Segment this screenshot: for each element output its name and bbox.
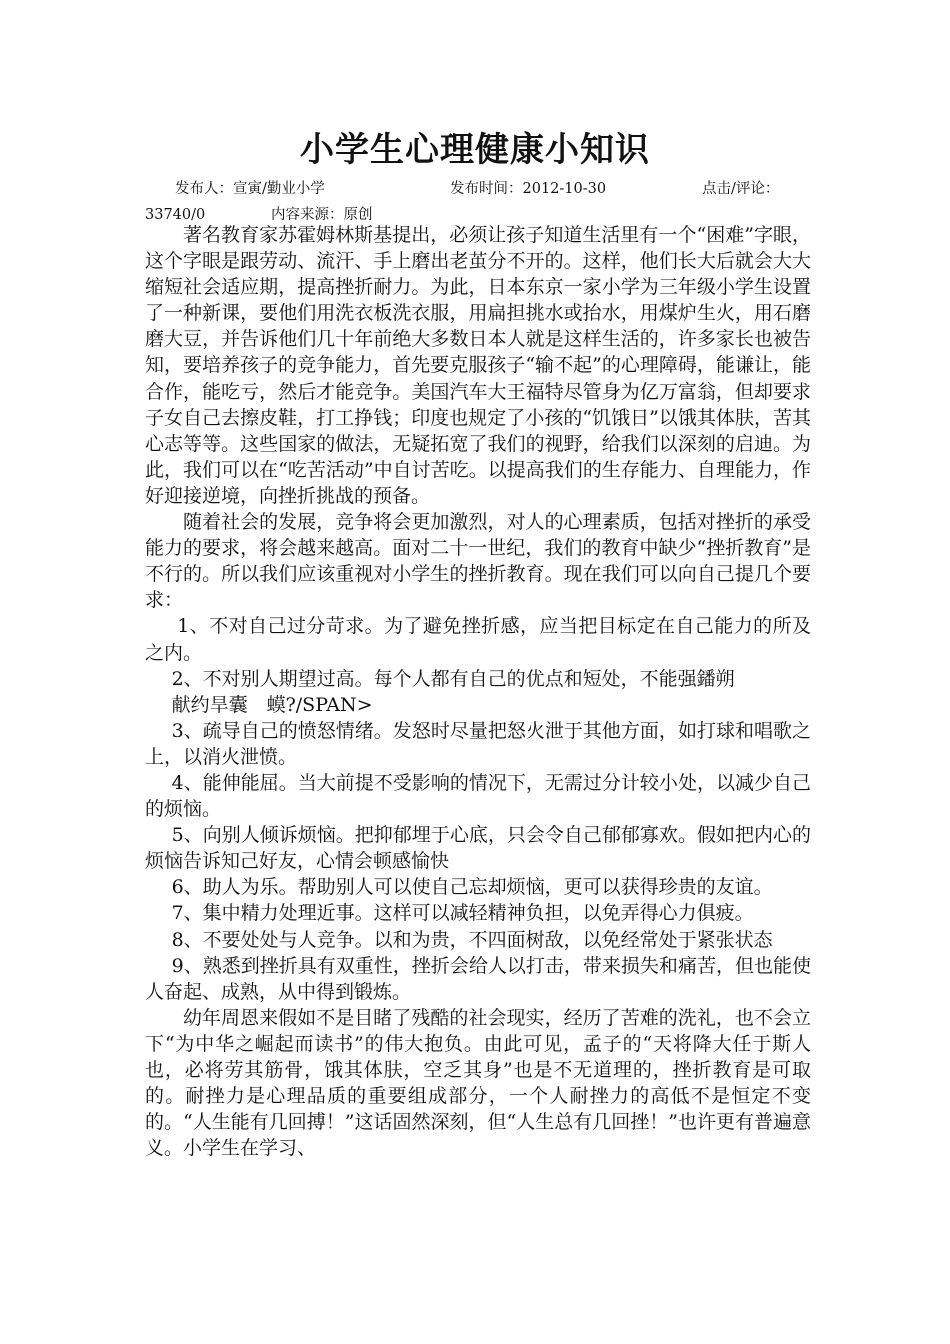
list-item: 2、不对别人期望过高。每个人都有自己的优点和短处，不能强鐇朔: [171, 667, 735, 690]
list-item: 7、集中精力处理近事。这样可以减轻精神负担，以免弄得心力俱疲。: [171, 902, 754, 925]
list-item: 6、助人为乐。帮助别人可以使自己忘却烦恼，更可以获得珍贵的友谊。: [171, 876, 773, 899]
content-source: 内容来源：原创: [271, 207, 373, 223]
list-item: 5、向别人倾诉烦恼。把抑郁埋于心底，只会令自己郁郁寡欢。假如把内心的烦恼告诉知己好友，心情会顿感愉快: [145, 824, 811, 873]
clicks-label: 点击/评论：: [702, 181, 780, 197]
list-item: 9、熟悉到挫折具有双重性，挫折会给人以打击，带来损失和痛苦，但也能使人奋起、成熟，从中得到锻炼。: [145, 954, 811, 1003]
list-item: 1、不对自己过分苛求。为了避免挫折感，应当把目标定在自己能力的所及之内。: [145, 615, 811, 664]
article-meta: [145, 176, 815, 228]
garbled-text: 献约旱囊 蟆?/SPAN>: [171, 693, 373, 716]
paragraph: 著名教育家苏霍姆林斯基提出，必须让孩子知道生活里有一个“困难”字眼，这个字眼是跟劳动、流汗、手上磨出老茧分不开的。这样，他们长大后就会大大缩短社会适应期，提高挫折耐力。为此，日本东京一家小学为三年级小学生设置了一种新课，要他们用洗衣板洗衣服，用扁担挑水或抬水，用煤炉生火，用石磨磨大豆，并告诉他们几十年前绝大多数日本人就是这样生活的，许多家长也被告知，要培养孩子的竞争能力，首先要克服孩子“输不起”的心理障碍，能谦让，能合作，能吃亏，然后才能竞争。美国汽车大王福特尽管身为亿万富翁，但却要求子女自己去擦皮鞋，打工挣钱；印度也规定了小孩的“饥饿日”以饿其体肤，苦其心志等等。这些国家的做法，无疑拓宽了我们的视野，给我们以深刻的启迪。为此，我们可以在“吃苦活动”中自讨苦吃。以提高我们的生存能力、自理能力，作好迎接逆境，向挫折挑战的预备。: [145, 224, 811, 507]
publish-time: 发布时间：2012-10-30: [450, 181, 607, 197]
article-body: [145, 222, 811, 1161]
list-item: 3、疏导自己的愤怒情绪。发怒时尽量把怒火泄于其他方面，如打球和唱歌之上，以消火泄愤。: [145, 719, 811, 768]
meta-row-1: [145, 176, 815, 202]
paragraph: 幼年周恩来假如不是目睹了残酷的社会现实，经历了苦难的洗礼，也不会立下“为中华之崛起而读书”的伟大抱负。由此可见，孟子的“天将降大任于斯人也，必将劳其筋骨，饿其体肤，空乏其身”也是不无道理的，挫折教育是可取的。耐挫力是心理品质的重要组成部分，一个人耐挫力的高低不是恒定不变的。“人生能有几回搏！”这话固然深刻，但“人生总有几回挫！”也许更有普遍意义。小学生在学习、: [145, 1006, 811, 1160]
list-item: 4、能伸能屈。当大前提不受影响的情况下，无需过分计较小处，以减少自己的烦恼。: [145, 771, 811, 821]
clicks-value: 33740/0: [145, 207, 206, 223]
page-title: 小学生心理健康小知识: [300, 130, 650, 170]
publisher: 发布人：宣寅/勤业小学: [175, 181, 325, 197]
list-item: 8、不要处处与人竞争。以和为贵，不四面树敌，以免经常处于紧张状态: [171, 928, 773, 951]
paragraph: 随着社会的发展，竞争将会更加激烈，对人的心理素质，包括对挫折的承受能力的要求，将会越来越高。面对二十一世纪，我们的教育中缺少“挫折教育”是不行的。所以我们应该重视对小学生的挫折教育。现在我们可以向自己提几个要求：: [145, 511, 811, 612]
